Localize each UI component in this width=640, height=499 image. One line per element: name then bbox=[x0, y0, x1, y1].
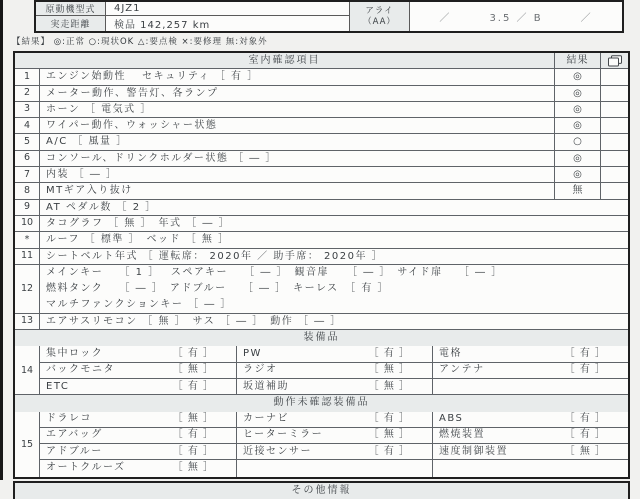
row-number: * bbox=[15, 232, 40, 247]
equipment-cell bbox=[236, 460, 432, 476]
equipment-label: 坂道補助 bbox=[243, 380, 289, 392]
score-cell bbox=[410, 2, 622, 31]
row-text: MTギア入り抜け bbox=[46, 185, 133, 197]
equipment-label: エアバッグ bbox=[46, 429, 103, 441]
equipment-value: ［ 有 ］ bbox=[368, 347, 410, 359]
row-photo-cell bbox=[600, 151, 628, 166]
row-text: コンソール、ドリンクホルダー状態 ［ ― ］ bbox=[46, 152, 277, 164]
equipment-cell bbox=[236, 379, 432, 395]
equipment-value: ［ 有 ］ bbox=[368, 413, 410, 425]
result-column-header: 結果 bbox=[554, 53, 600, 68]
equipment-value: ［ 有 ］ bbox=[172, 380, 214, 392]
equipment-value: ［ 有 ］ bbox=[172, 347, 214, 359]
row-number: 1 bbox=[15, 69, 40, 84]
equipment-value: ［ 無 ］ bbox=[564, 445, 606, 457]
table-row bbox=[15, 86, 628, 102]
equipment-cell bbox=[40, 412, 236, 428]
unchecked-grid bbox=[40, 412, 628, 477]
equipment-section-header: 装備品 bbox=[15, 330, 628, 346]
table-header-row bbox=[15, 53, 628, 69]
row-result: ◎ bbox=[554, 118, 600, 133]
equipment-label: ドラレコ bbox=[46, 413, 92, 425]
row-photo-cell bbox=[600, 69, 628, 84]
table-row bbox=[15, 69, 628, 85]
equipment-label: 集中ロック bbox=[46, 347, 104, 359]
row-text: エンジン始動性 セキュリティ ［ 有 ］ bbox=[46, 71, 259, 83]
equipment-label: オートクルーズ bbox=[46, 462, 126, 474]
equipment-label: ラジオ bbox=[243, 364, 278, 376]
row-text: マルチファンクションキー ［ ― ］ bbox=[46, 298, 232, 310]
equipment-label: バックモニタ bbox=[46, 364, 115, 376]
row-photo-cell bbox=[600, 134, 628, 149]
score-left: ／ bbox=[439, 13, 452, 24]
table-row bbox=[15, 249, 628, 265]
equipment-value: ［ 無 ］ bbox=[368, 429, 410, 441]
engine-model-row bbox=[36, 2, 349, 16]
table-row bbox=[15, 167, 628, 183]
table-row bbox=[15, 118, 628, 134]
vehicle-header-table bbox=[34, 0, 624, 33]
equipment-cell bbox=[432, 412, 628, 428]
row-number: 7 bbox=[15, 167, 40, 182]
row-number: 2 bbox=[15, 86, 40, 101]
table-row-keys bbox=[15, 265, 628, 314]
row-text: ルーフ ［ 標準 ］ ベッド ［ 無 ］ bbox=[46, 234, 230, 246]
result-legend: 【結果】 ◎:正常 ○:現状OK △:要点検 ×:要修理 無:対象外 bbox=[12, 37, 268, 47]
row-number: 14 bbox=[15, 346, 40, 394]
row-number: 4 bbox=[15, 118, 40, 133]
row-number: 8 bbox=[15, 183, 40, 198]
row-number: 12 bbox=[15, 265, 40, 313]
equipment-cell bbox=[236, 363, 432, 379]
row-photo-cell bbox=[600, 167, 628, 182]
equipment-cell bbox=[432, 379, 628, 395]
equipment-cell bbox=[432, 460, 628, 476]
score-right: ／ bbox=[580, 13, 593, 24]
equipment-label: 燃焼装置 bbox=[439, 429, 485, 441]
equipment-cell bbox=[40, 379, 236, 395]
equipment-cell bbox=[236, 428, 432, 444]
row-lines bbox=[40, 265, 628, 313]
equipment-cell bbox=[40, 346, 236, 362]
equipment-cell bbox=[40, 460, 236, 476]
equipment-label: PW bbox=[243, 347, 262, 359]
row-text: メインキー ［ 1 ］ スペアキー ［ ― ］ 観音扉 ［ ― ］ サイド扉 ［ ― ］ bbox=[46, 266, 503, 278]
auction-grade: （AA） bbox=[363, 16, 396, 27]
equipment-value: ［ 有 ］ bbox=[564, 429, 606, 441]
table-row bbox=[15, 232, 628, 248]
auction-grade-cell bbox=[350, 2, 410, 31]
equipment-label: 速度制御装置 bbox=[439, 445, 508, 457]
interior-check-table bbox=[13, 51, 630, 479]
equipment-row bbox=[15, 346, 628, 395]
table-row bbox=[15, 314, 628, 330]
table-title: 室内確認項目 bbox=[248, 55, 321, 66]
row-number: 13 bbox=[15, 314, 40, 329]
next-section-table bbox=[13, 481, 630, 499]
row-result: ◎ bbox=[554, 86, 600, 101]
row-result: ○ bbox=[554, 134, 600, 149]
row-result: 無 bbox=[554, 183, 600, 198]
equipment-label: アンテナ bbox=[439, 364, 485, 376]
equipment-cell bbox=[236, 412, 432, 428]
auction-name: アライ bbox=[365, 5, 394, 16]
engine-model-value: 4JZ1 bbox=[114, 3, 141, 14]
row-text: タコグラフ ［ 無 ］ 年式 ［ ― ］ bbox=[46, 217, 231, 229]
table-row bbox=[15, 102, 628, 118]
equipment-cell bbox=[40, 428, 236, 444]
equipment-value: ［ 有 ］ bbox=[564, 347, 606, 359]
row-text: ホーン ［ 電気式 ］ bbox=[46, 103, 152, 115]
row-text: A/C ［ 風量 ］ bbox=[46, 136, 128, 148]
row-number: 15 bbox=[15, 412, 40, 477]
equipment-cell bbox=[236, 444, 432, 460]
row-result: ◎ bbox=[554, 167, 600, 182]
vehicle-info bbox=[36, 2, 350, 31]
photos-icon bbox=[608, 55, 622, 67]
row-text: AT ペダル数 ［ 2 ］ bbox=[46, 201, 157, 213]
row-result: ◎ bbox=[554, 151, 600, 166]
equipment-label: 電格 bbox=[439, 347, 462, 359]
table-row bbox=[15, 216, 628, 232]
score-middle: 3.5 ／ B bbox=[489, 13, 543, 24]
row-text: メーター動作、警告灯、各ランプ bbox=[46, 87, 219, 99]
row-result: ◎ bbox=[554, 69, 600, 84]
mileage-value: 検品 142,257 km bbox=[114, 20, 211, 31]
equipment-label: 近接センサー bbox=[243, 445, 312, 457]
row-photo-cell bbox=[600, 118, 628, 133]
row-text: 内装 ［ ― ］ bbox=[46, 169, 118, 181]
row-number: 5 bbox=[15, 134, 40, 149]
equipment-value: ［ 無 ］ bbox=[368, 380, 410, 392]
table-row bbox=[15, 151, 628, 167]
equipment-label: カーナビ bbox=[243, 413, 289, 425]
equipment-cell bbox=[40, 363, 236, 379]
mileage-row bbox=[36, 16, 349, 31]
row-number: 9 bbox=[15, 200, 40, 215]
unchecked-equipment-row bbox=[15, 412, 628, 477]
equipment-label: ETC bbox=[46, 380, 70, 392]
equipment-value: ［ 無 ］ bbox=[172, 413, 214, 425]
equipment-value: ［ 有 ］ bbox=[368, 445, 410, 457]
equipment-value: ［ 有 ］ bbox=[564, 364, 606, 376]
row-text: エアサスリモコン ［ 無 ］ サス ［ ― ］ 動作 ［ ― ］ bbox=[46, 315, 342, 327]
photo-column-header bbox=[600, 53, 628, 68]
mileage-label: 実走距離 bbox=[36, 16, 106, 31]
equipment-label: ヒーターミラー bbox=[243, 429, 324, 441]
equipment-cell bbox=[432, 444, 628, 460]
equipment-cell bbox=[40, 444, 236, 460]
equipment-cell bbox=[432, 346, 628, 362]
engine-model-label: 原動機型式 bbox=[36, 2, 106, 15]
table-row bbox=[15, 200, 628, 216]
equipment-grid bbox=[40, 346, 628, 394]
equipment-cell bbox=[432, 428, 628, 444]
unchecked-section-header: 動作未確認装備品 bbox=[15, 395, 628, 411]
equipment-value: ［ 有 ］ bbox=[172, 445, 214, 457]
row-result: ◎ bbox=[554, 102, 600, 117]
equipment-value: ［ 有 ］ bbox=[564, 413, 606, 425]
row-text: ワイパー動作、ウォッシャー状態 bbox=[46, 120, 218, 132]
equipment-cell bbox=[432, 363, 628, 379]
equipment-value: ［ 有 ］ bbox=[172, 429, 214, 441]
equipment-label: ABS bbox=[439, 413, 464, 425]
equipment-cell bbox=[236, 346, 432, 362]
row-number: 6 bbox=[15, 151, 40, 166]
table-row bbox=[15, 183, 628, 199]
equipment-value: ［ 無 ］ bbox=[368, 364, 410, 376]
table-row bbox=[15, 134, 628, 150]
row-number: 3 bbox=[15, 102, 40, 117]
row-number: 10 bbox=[15, 216, 40, 231]
equipment-label: アドブルー bbox=[46, 445, 103, 457]
equipment-value: ［ 無 ］ bbox=[172, 462, 214, 474]
next-section-header: その他情報 bbox=[15, 483, 628, 499]
row-photo-cell bbox=[600, 183, 628, 198]
equipment-value: ［ 無 ］ bbox=[172, 364, 214, 376]
row-text: シートベルト年式 ［ 運転席： 2020年 ／ 助手席： 2020年 ］ bbox=[46, 250, 384, 262]
row-text: 燃料タンク ［ ― ］ アドブルー ［ ― ］ キーレス ［ 有 ］ bbox=[46, 282, 390, 294]
row-number: 11 bbox=[15, 249, 40, 264]
row-photo-cell bbox=[600, 86, 628, 101]
row-photo-cell bbox=[600, 102, 628, 117]
